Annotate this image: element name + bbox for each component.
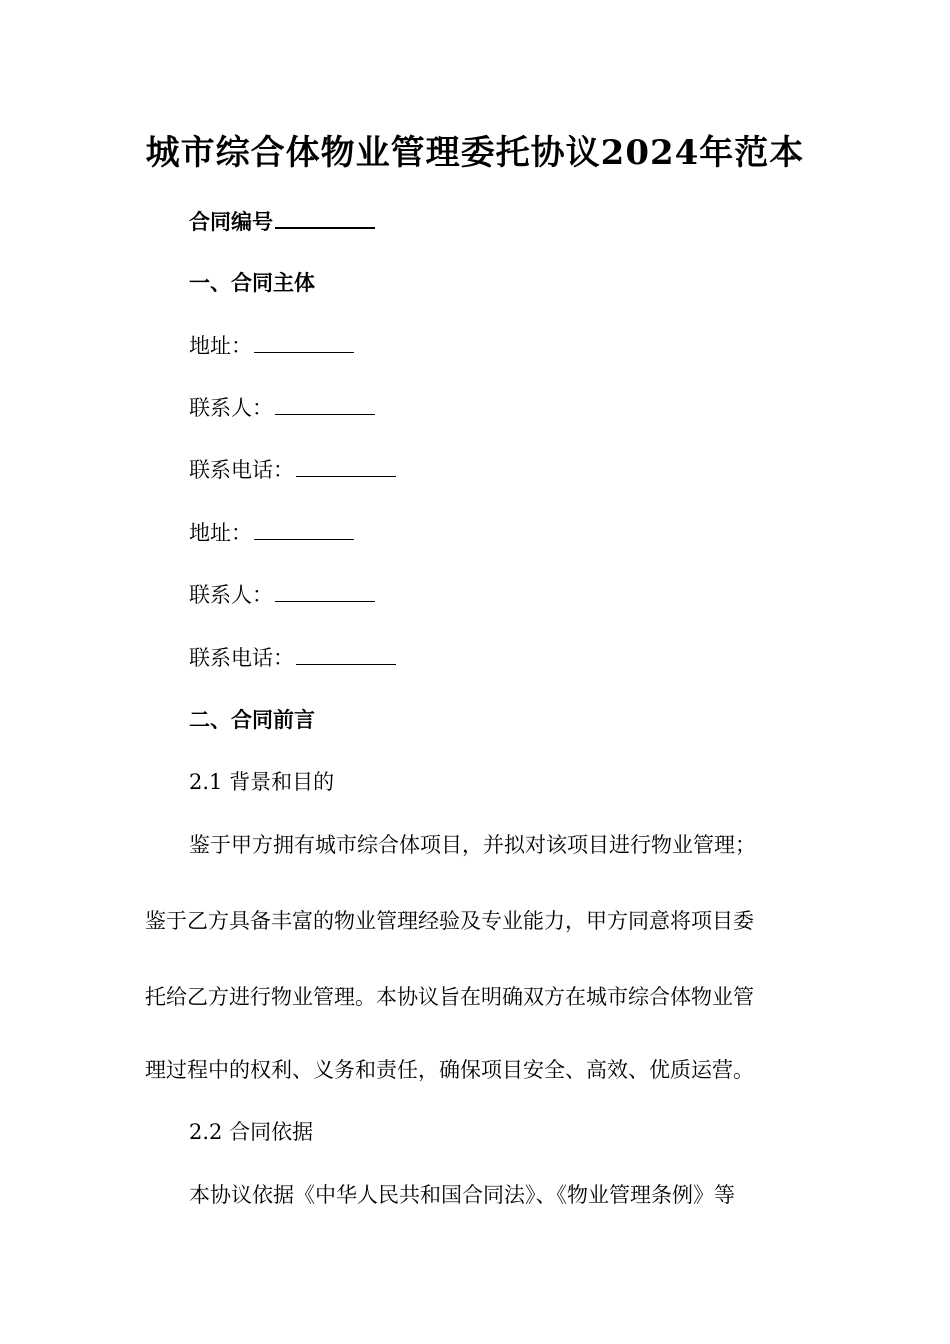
party-b-phone-line [189, 643, 396, 673]
party-b-address-blank [254, 519, 354, 540]
paragraph-2-1-line: 鉴于甲方拥有城市综合体项目，并拟对该项目进行物业管理； [189, 833, 756, 857]
paragraph-2-1-line: 鉴于乙方具备丰富的物业管理经验及专业能力，甲方同意将项目委 [145, 909, 754, 933]
party-a-contact-line [189, 393, 375, 423]
party-b-phone-label: 联系电话： [189, 646, 294, 670]
party-b-contact-label: 联系人： [189, 583, 273, 607]
subsection-2-1-heading: 2.1 背景和目的 [189, 770, 335, 794]
party-a-phone-line [189, 455, 396, 485]
party-a-phone-blank [296, 456, 396, 477]
section-2-heading: 二、合同前言 [189, 707, 315, 732]
party-b-contact-blank [275, 581, 375, 602]
party-b-phone-blank [296, 644, 396, 665]
party-b-contact-line [189, 580, 375, 610]
party-a-phone-label: 联系电话： [189, 458, 294, 482]
party-a-contact-blank [275, 394, 375, 415]
party-a-address-line [189, 331, 354, 361]
section-1-heading: 一、合同主体 [189, 270, 315, 295]
paragraph-2-1-line: 托给乙方进行物业管理。本协议旨在明确双方在城市综合体物业管 [145, 985, 754, 1009]
party-b-address-label: 地址： [189, 521, 252, 545]
paragraph-2-2-line: 本协议依据《中华人民共和国合同法》、《物业管理条例》等 [189, 1183, 735, 1207]
party-a-address-blank [254, 332, 354, 353]
party-a-contact-label: 联系人： [189, 396, 273, 420]
contract-number-blank [275, 205, 375, 229]
subsection-2-2-heading: 2.2 合同依据 [189, 1120, 314, 1144]
contract-number-label: 合同编号 [189, 209, 273, 234]
contract-number-line [189, 205, 375, 237]
paragraph-2-1-line: 理过程中的权利、义务和责任，确保项目安全、高效、优质运营。 [145, 1058, 754, 1082]
document-title: 城市综合体物业管理委托协议2024年范本 [145, 133, 805, 173]
party-b-address-line [189, 518, 354, 548]
party-a-address-label: 地址： [189, 334, 252, 358]
